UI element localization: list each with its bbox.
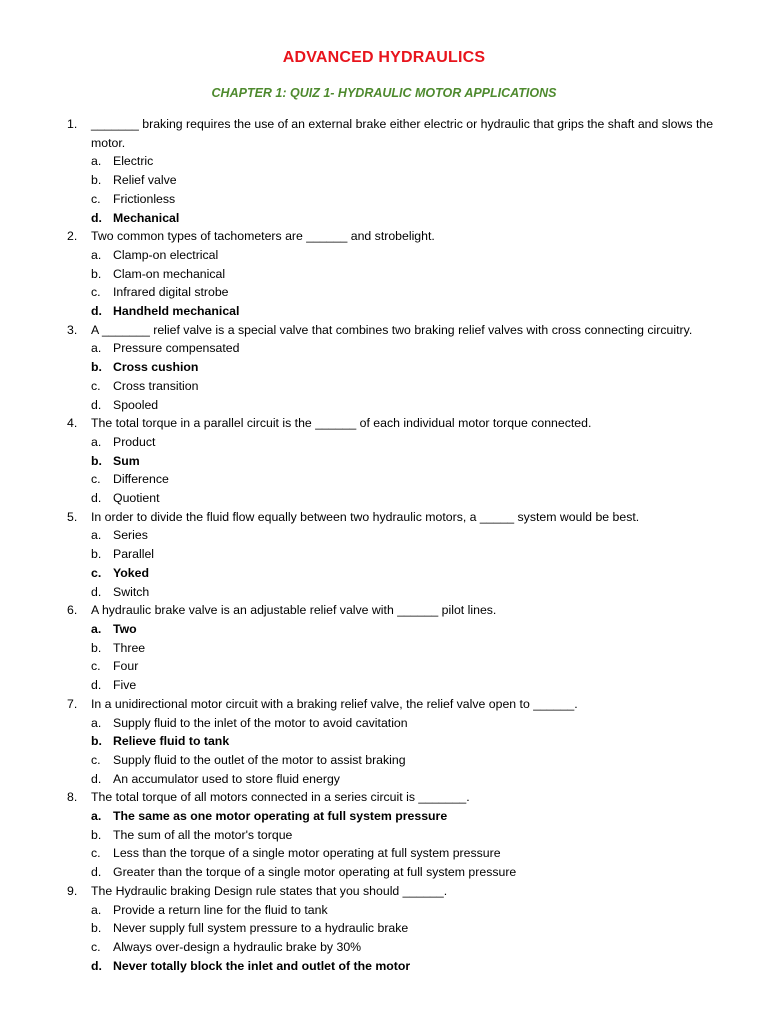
option-letter: c. bbox=[91, 939, 101, 954]
answer-option-c bbox=[0, 470, 768, 489]
option-text: Relieve fluid to tank bbox=[113, 734, 230, 749]
question-number: 5. bbox=[67, 509, 78, 524]
answer-option-b bbox=[0, 171, 768, 190]
option-text: Quotient bbox=[113, 491, 160, 506]
option-letter: c. bbox=[91, 565, 102, 580]
option-text: An accumulator used to store fluid energy bbox=[113, 771, 340, 786]
question-text: A hydraulic brake valve is an adjustable relief valve with ______ pilot lines. bbox=[91, 603, 497, 618]
answer-option-a bbox=[0, 807, 768, 826]
answer-option-d bbox=[0, 489, 768, 508]
question-number: 6. bbox=[67, 603, 78, 618]
answer-option-d bbox=[0, 583, 768, 602]
option-text: The sum of all the motor's torque bbox=[113, 827, 293, 842]
option-letter: d. bbox=[91, 678, 102, 693]
option-letter: a. bbox=[91, 528, 102, 543]
option-text: Clam-on mechanical bbox=[113, 266, 226, 281]
option-letter: b. bbox=[91, 640, 102, 655]
question-4 bbox=[0, 414, 768, 433]
question-5 bbox=[0, 508, 768, 527]
option-text: Clamp-on electrical bbox=[113, 247, 219, 262]
option-letter: a. bbox=[91, 809, 102, 824]
answer-option-c bbox=[0, 190, 768, 209]
option-letter: c. bbox=[91, 752, 101, 767]
question-number: 7. bbox=[67, 696, 78, 711]
question-text: The Hydraulic braking Design rule states that you should ______. bbox=[91, 883, 448, 898]
answer-option-b bbox=[0, 826, 768, 845]
option-text: Five bbox=[113, 678, 137, 693]
answer-option-b bbox=[0, 545, 768, 564]
option-text: Yoked bbox=[113, 565, 149, 580]
option-letter: d. bbox=[91, 397, 102, 412]
option-text: Difference bbox=[113, 472, 169, 487]
option-text: Supply fluid to the outlet of the motor to assist braking bbox=[113, 752, 406, 767]
answer-option-d bbox=[0, 209, 768, 228]
option-letter: a. bbox=[91, 434, 102, 449]
question-number: 4. bbox=[67, 416, 78, 431]
quiz-list bbox=[0, 115, 768, 975]
option-text: Three bbox=[113, 640, 146, 655]
answer-option-b bbox=[0, 452, 768, 471]
option-letter: b. bbox=[91, 453, 102, 468]
option-text: Electric bbox=[113, 154, 154, 169]
option-text: Two bbox=[113, 621, 137, 636]
answer-option-b bbox=[0, 358, 768, 377]
option-text: Parallel bbox=[113, 547, 155, 562]
question-8 bbox=[0, 788, 768, 807]
question-2 bbox=[0, 227, 768, 246]
option-letter: a. bbox=[91, 247, 102, 262]
answer-option-a bbox=[0, 152, 768, 171]
answer-option-a bbox=[0, 433, 768, 452]
answer-option-d bbox=[0, 302, 768, 321]
option-letter: a. bbox=[91, 154, 102, 169]
option-letter: d. bbox=[91, 304, 102, 319]
option-text: Cross cushion bbox=[113, 360, 199, 375]
option-letter: b. bbox=[91, 734, 102, 749]
question-number: 3. bbox=[67, 322, 78, 337]
option-letter: d. bbox=[91, 584, 102, 599]
document-subtitle: CHAPTER 1: QUIZ 1- HYDRAULIC MOTOR APPLICATIONS bbox=[211, 86, 557, 100]
option-text: Handheld mechanical bbox=[113, 304, 240, 319]
option-letter: c. bbox=[91, 191, 101, 206]
option-letter: b. bbox=[91, 827, 102, 842]
option-text: Switch bbox=[113, 584, 150, 599]
question-text: _______ braking requires the use of an external brake either electric or hydraulic that grips the shaft and slows the motor. bbox=[91, 117, 714, 150]
option-text: Mechanical bbox=[113, 210, 180, 225]
answer-option-b bbox=[0, 919, 768, 938]
answer-option-d bbox=[0, 396, 768, 415]
question-9 bbox=[0, 882, 768, 901]
option-text: Pressure compensated bbox=[113, 341, 240, 356]
option-letter: b. bbox=[91, 266, 102, 281]
answer-option-c bbox=[0, 564, 768, 583]
question-number: 8. bbox=[67, 790, 78, 805]
question-text: The total torque of all motors connected in a series circuit is _______. bbox=[91, 790, 470, 805]
answer-option-b bbox=[0, 265, 768, 284]
option-text: Product bbox=[113, 434, 156, 449]
question-text: The total torque in a parallel circuit is the ______ of each individual motor torque connected. bbox=[91, 416, 592, 431]
option-text: Relief valve bbox=[113, 173, 177, 188]
answer-option-b bbox=[0, 639, 768, 658]
answer-option-d bbox=[0, 676, 768, 695]
option-text: Never totally block the inlet and outlet of the motor bbox=[113, 958, 411, 973]
option-text: Sum bbox=[113, 453, 140, 468]
option-text: Always over-design a hydraulic brake by 30% bbox=[113, 939, 362, 954]
option-text: The same as one motor operating at full system pressure bbox=[113, 809, 448, 824]
option-text: Series bbox=[113, 528, 148, 543]
option-text: Spooled bbox=[113, 397, 159, 412]
option-letter: d. bbox=[91, 210, 102, 225]
answer-option-c bbox=[0, 283, 768, 302]
question-7 bbox=[0, 695, 768, 714]
option-letter: d. bbox=[91, 865, 102, 880]
option-text: Frictionless bbox=[113, 191, 176, 206]
option-letter: b. bbox=[91, 547, 102, 562]
answer-option-c bbox=[0, 657, 768, 676]
option-letter: c. bbox=[91, 472, 101, 487]
option-letter: c. bbox=[91, 846, 101, 861]
answer-option-d bbox=[0, 957, 768, 976]
answer-option-a bbox=[0, 714, 768, 733]
option-letter: a. bbox=[91, 621, 102, 636]
option-text: Never supply full system pressure to a hydraulic brake bbox=[113, 921, 409, 936]
question-text: A _______ relief valve is a special valve that combines two braking relief valves with cross connecting circuitry. bbox=[91, 322, 693, 337]
option-letter: c. bbox=[91, 659, 101, 674]
question-text: Two common types of tachometers are ______ and strobelight. bbox=[91, 229, 435, 244]
option-letter: b. bbox=[91, 921, 102, 936]
option-text: Less than the torque of a single motor operating at full system pressure bbox=[113, 846, 501, 861]
answer-option-c bbox=[0, 844, 768, 863]
option-text: Four bbox=[113, 659, 139, 674]
option-letter: a. bbox=[91, 715, 102, 730]
option-text: Greater than the torque of a single motor operating at full system pressure bbox=[113, 865, 517, 880]
option-text: Infrared digital strobe bbox=[113, 285, 229, 300]
option-letter: a. bbox=[91, 902, 102, 917]
question-number: 1. bbox=[67, 117, 78, 131]
question-number: 9. bbox=[67, 883, 78, 898]
option-text: Provide a return line for the fluid to tank bbox=[113, 902, 328, 917]
document-title: ADVANCED HYDRAULICS bbox=[282, 49, 486, 66]
question-text: In a unidirectional motor circuit with a braking relief valve, the relief valve open to ______. bbox=[91, 696, 578, 711]
question-6 bbox=[0, 601, 768, 620]
option-letter: a. bbox=[91, 341, 102, 356]
option-letter: b. bbox=[91, 360, 102, 375]
option-letter: b. bbox=[91, 173, 102, 188]
answer-option-a bbox=[0, 526, 768, 545]
answer-option-c bbox=[0, 938, 768, 957]
answer-option-c bbox=[0, 751, 768, 770]
answer-option-a bbox=[0, 901, 768, 920]
option-letter: d. bbox=[91, 491, 102, 506]
answer-option-a bbox=[0, 246, 768, 265]
answer-option-a bbox=[0, 620, 768, 639]
answer-option-c bbox=[0, 377, 768, 396]
option-letter: d. bbox=[91, 958, 102, 973]
option-letter: c. bbox=[91, 285, 101, 300]
answer-option-d bbox=[0, 863, 768, 882]
question-1 bbox=[0, 115, 768, 152]
answer-option-d bbox=[0, 770, 768, 789]
answer-option-b bbox=[0, 732, 768, 751]
option-letter: d. bbox=[91, 771, 102, 786]
question-3 bbox=[0, 321, 768, 340]
option-letter: c. bbox=[91, 378, 101, 393]
question-text: In order to divide the fluid flow equally between two hydraulic motors, a _____ system would be best. bbox=[91, 509, 640, 524]
option-text: Cross transition bbox=[113, 378, 199, 393]
option-text: Supply fluid to the inlet of the motor to avoid cavitation bbox=[113, 715, 408, 730]
question-number: 2. bbox=[67, 229, 78, 244]
answer-option-a bbox=[0, 339, 768, 358]
